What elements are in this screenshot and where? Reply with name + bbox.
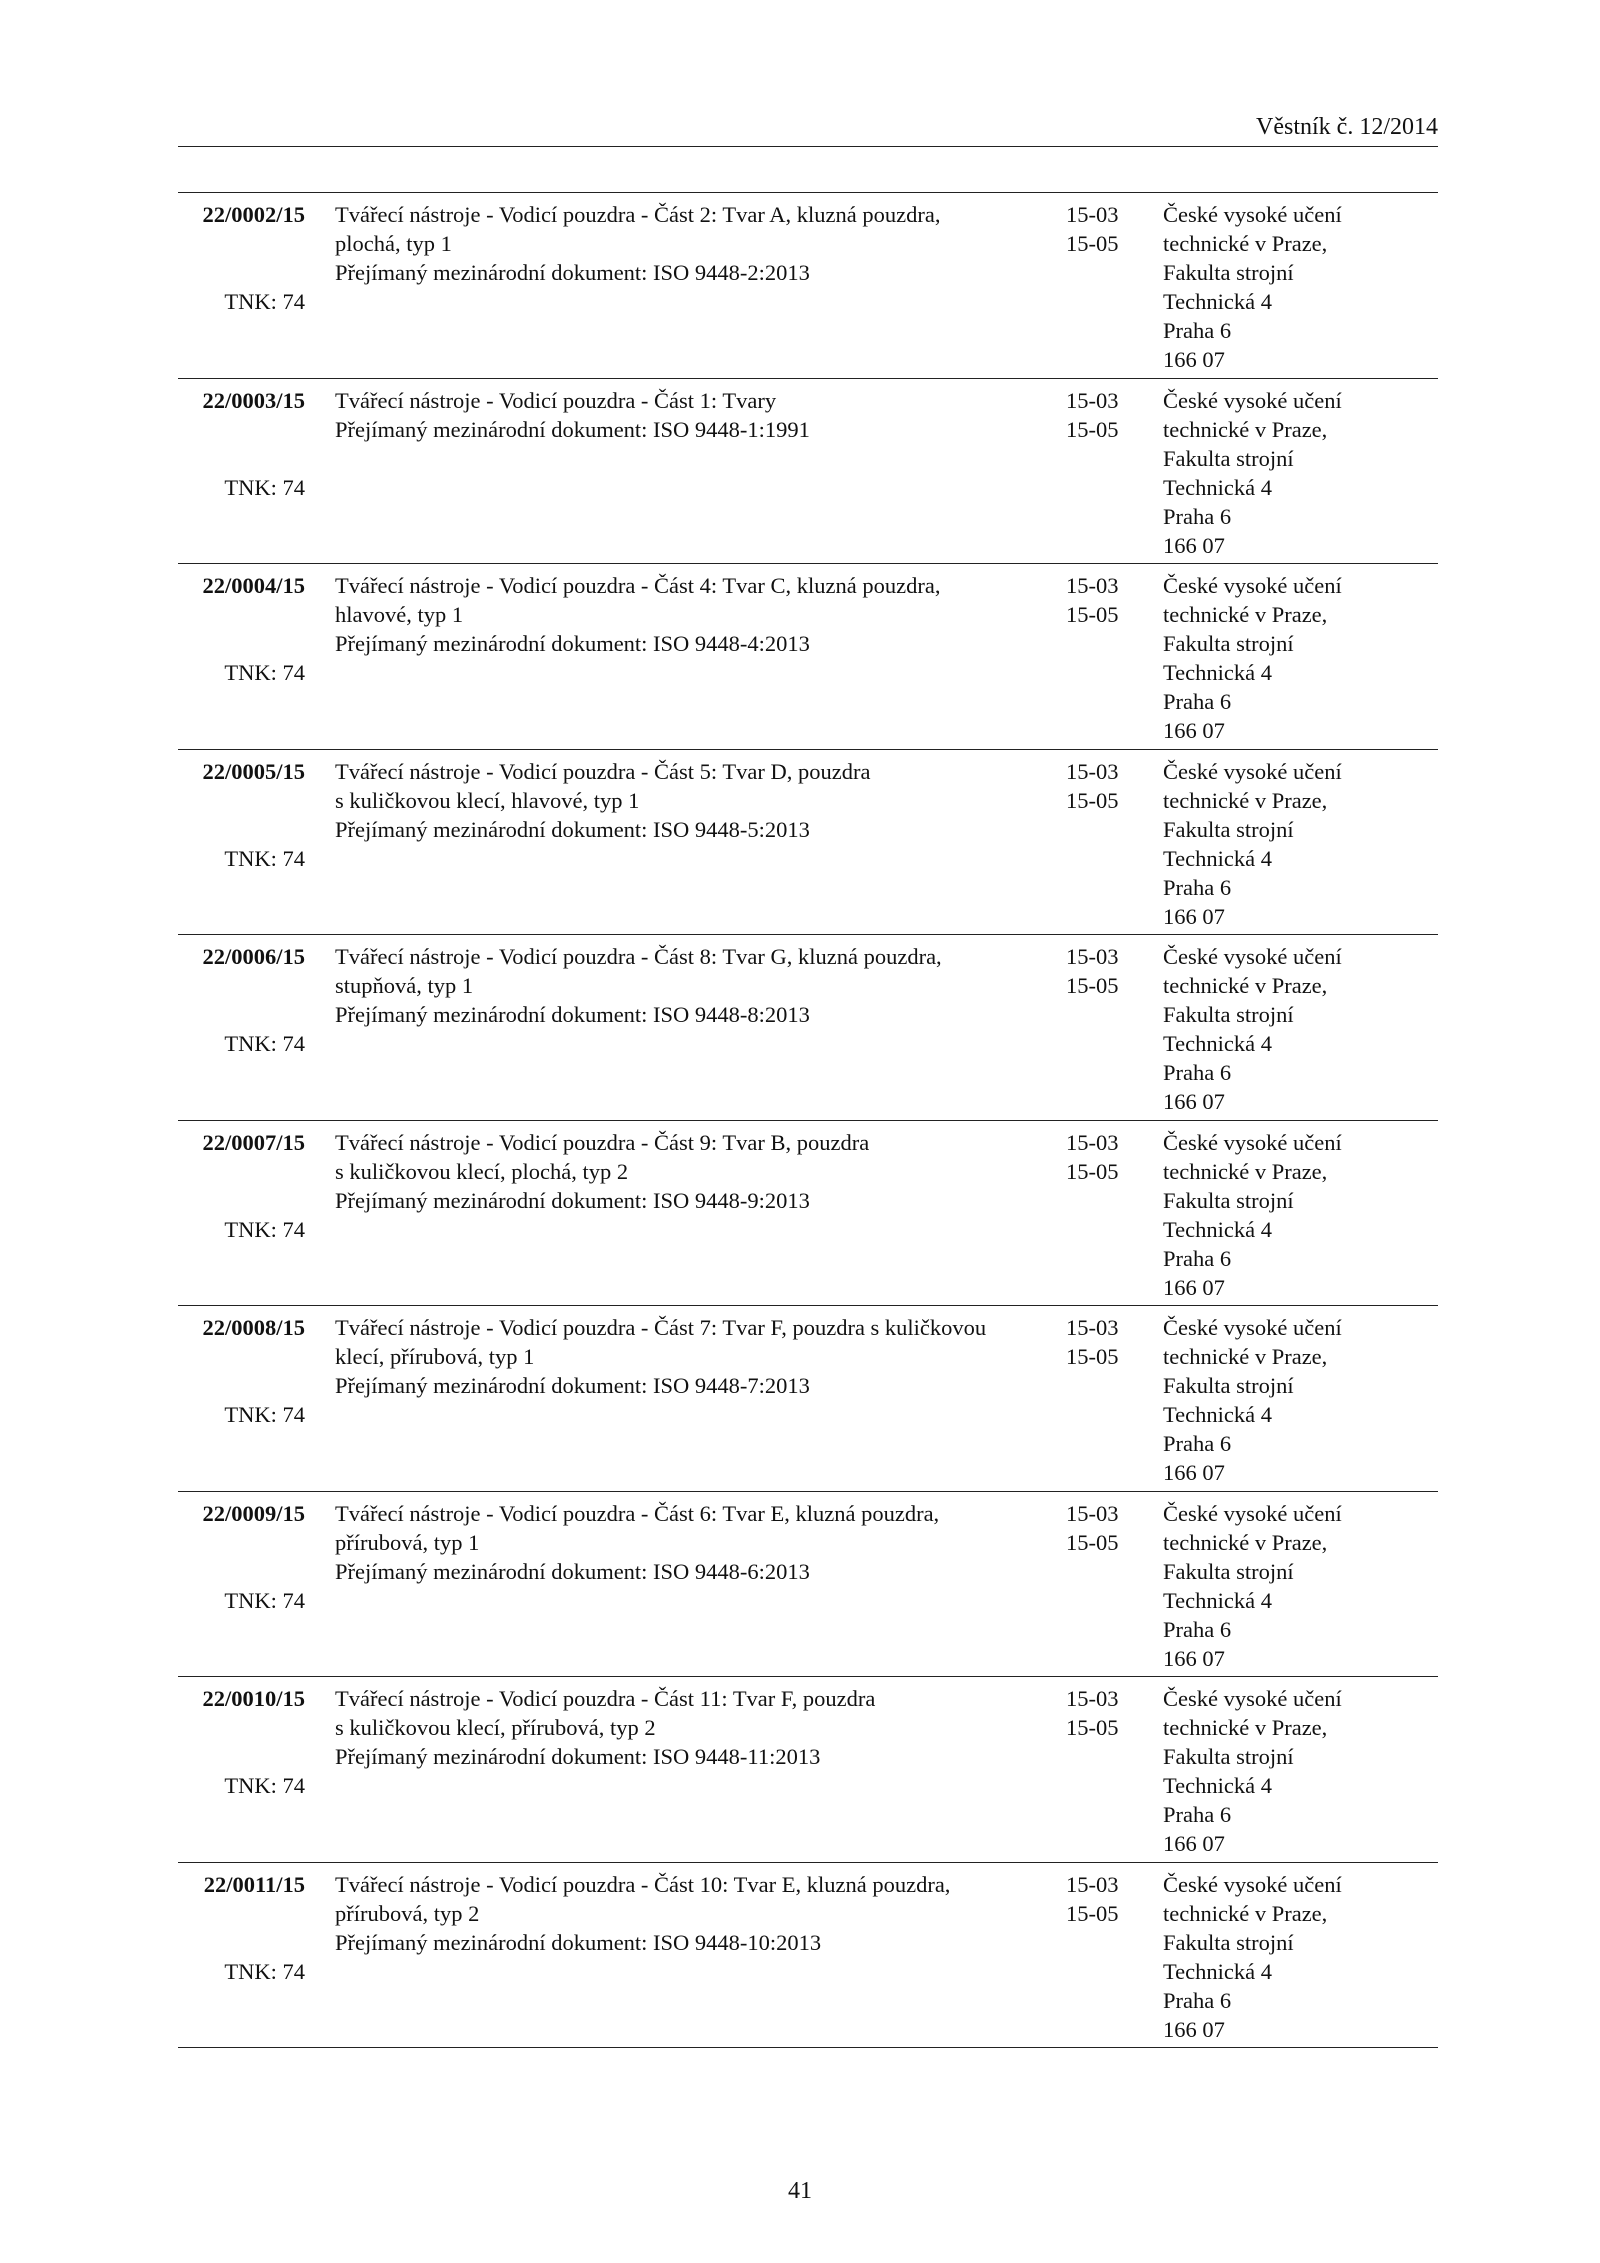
address-line: Technická 4 <box>1163 1587 1272 1613</box>
tnk-number: TNK: 74 <box>224 1031 305 1056</box>
address-line: technické v Praze, <box>1163 1529 1328 1555</box>
address-line: Fakulta strojní <box>1163 1002 1294 1027</box>
address-line: technické v Praze, <box>1163 602 1328 627</box>
address-line: Fakulta strojní <box>1163 816 1294 842</box>
registration-cell <box>178 1684 305 1800</box>
adopted-document: Přejímaný mezinárodní dokument: ISO 9448-2:2013 <box>335 260 810 285</box>
classification-codes-cell <box>1066 1313 1156 1371</box>
registration-cell <box>178 200 305 316</box>
registration-number: 22/0007/15 <box>202 1129 305 1155</box>
processor-address-cell <box>1163 1684 1438 1858</box>
address-line: České vysoké učení <box>1163 758 1342 784</box>
address-line: technické v Praze, <box>1163 231 1328 256</box>
address-line: České vysoké učení <box>1163 1500 1342 1526</box>
address-line: 166 07 <box>1163 1645 1225 1671</box>
registration-number: 22/0003/15 <box>202 387 305 413</box>
standard-title-line: Tvářecí nástroje - Vodicí pouzdra - Část 10: Tvar E, kluzná pouzdra, <box>335 1871 951 1897</box>
standard-title-line: Tvářecí nástroje - Vodicí pouzdra - Část 11: Tvar F, pouzdra <box>335 1686 876 1711</box>
standard-title-cell <box>335 571 1065 658</box>
address-line: 166 07 <box>1163 347 1225 372</box>
address-line: Praha 6 <box>1163 318 1232 343</box>
address-line: technické v Praze, <box>1163 973 1328 998</box>
table-row <box>178 564 1438 750</box>
registration-cell <box>178 1128 305 1244</box>
classification-code: 15-05 <box>1066 973 1119 998</box>
classification-code: 15-03 <box>1066 944 1119 969</box>
table-row <box>178 193 1438 379</box>
table-row <box>178 1863 1438 2049</box>
address-line: České vysoké učení <box>1163 387 1342 413</box>
registration-number: 22/0004/15 <box>202 573 305 598</box>
classification-code: 15-05 <box>1066 416 1119 442</box>
address-line: Technická 4 <box>1163 845 1272 871</box>
processor-address-cell <box>1163 942 1438 1116</box>
classification-code: 15-05 <box>1066 602 1119 627</box>
standard-title-line: přírubová, typ 2 <box>335 1900 480 1926</box>
classification-codes-cell <box>1066 200 1156 258</box>
classification-code: 15-03 <box>1066 1129 1119 1155</box>
table-row <box>178 1306 1438 1492</box>
address-line: Fakulta strojní <box>1163 1187 1294 1213</box>
adopted-document: Přejímaný mezinárodní dokument: ISO 9448-8:2013 <box>335 1002 810 1027</box>
registration-number: 22/0010/15 <box>202 1686 305 1711</box>
classification-code: 15-03 <box>1066 1871 1119 1897</box>
standard-title-line: Tvářecí nástroje - Vodicí pouzdra - Část 9: Tvar B, pouzdra <box>335 1129 870 1155</box>
table-row <box>178 1677 1438 1863</box>
processor-address-cell <box>1163 200 1438 374</box>
classification-code: 15-05 <box>1066 1715 1119 1740</box>
standards-table <box>178 192 1438 2048</box>
address-line: Technická 4 <box>1163 1402 1272 1427</box>
address-line: Fakulta strojní <box>1163 1929 1294 1955</box>
classification-codes-cell <box>1066 1128 1156 1186</box>
address-line: Technická 4 <box>1163 1031 1272 1056</box>
processor-address-cell <box>1163 571 1438 745</box>
standard-title-line: Tvářecí nástroje - Vodicí pouzdra - Část 7: Tvar F, pouzdra s kuličkovou <box>335 1315 987 1340</box>
address-line: technické v Praze, <box>1163 416 1328 442</box>
address-line: 166 07 <box>1163 1831 1225 1856</box>
classification-code: 15-03 <box>1066 387 1119 413</box>
registration-cell <box>178 1870 305 1986</box>
standard-title-cell <box>335 386 1065 444</box>
adopted-document: Přejímaný mezinárodní dokument: ISO 9448-9:2013 <box>335 1187 810 1213</box>
address-line: technické v Praze, <box>1163 1715 1328 1740</box>
address-line: 166 07 <box>1163 1089 1225 1114</box>
adopted-document: Přejímaný mezinárodní dokument: ISO 9448-11:2013 <box>335 1744 821 1769</box>
address-line: České vysoké učení <box>1163 1871 1342 1897</box>
tnk-number: TNK: 74 <box>224 1773 305 1798</box>
address-line: 166 07 <box>1163 1274 1225 1300</box>
registration-cell <box>178 571 305 687</box>
classification-codes-cell <box>1066 757 1156 815</box>
classification-code: 15-03 <box>1066 1315 1119 1340</box>
standard-title-line: Tvářecí nástroje - Vodicí pouzdra - Část 5: Tvar D, pouzdra <box>335 758 871 784</box>
table-row <box>178 379 1438 565</box>
table-row <box>178 935 1438 1121</box>
page-header <box>178 112 1438 147</box>
standard-title-line: klecí, přírubová, typ 1 <box>335 1344 535 1369</box>
address-line: Fakulta strojní <box>1163 1373 1294 1398</box>
standard-title-line: Tvářecí nástroje - Vodicí pouzdra - Část 1: Tvary <box>335 387 777 413</box>
adopted-document: Přejímaný mezinárodní dokument: ISO 9448-4:2013 <box>335 631 810 656</box>
classification-codes-cell <box>1066 386 1156 444</box>
tnk-number: TNK: 74 <box>224 1587 305 1613</box>
adopted-document: Přejímaný mezinárodní dokument: ISO 9448-5:2013 <box>335 816 810 842</box>
standard-title-line: Tvářecí nástroje - Vodicí pouzdra - Část 4: Tvar C, kluzná pouzdra, <box>335 573 941 598</box>
address-line: Fakulta strojní <box>1163 260 1294 285</box>
journal-issue-title: Věstník č. 12/2014 <box>1256 114 1438 140</box>
tnk-number: TNK: 74 <box>224 289 305 314</box>
address-line: České vysoké učení <box>1163 1129 1342 1155</box>
adopted-document: Přejímaný mezinárodní dokument: ISO 9448-6:2013 <box>335 1558 810 1584</box>
adopted-document: Přejímaný mezinárodní dokument: ISO 9448-10:2013 <box>335 1929 822 1955</box>
address-line: 166 07 <box>1163 1460 1225 1485</box>
address-line: České vysoké učení <box>1163 1686 1342 1711</box>
address-line: technické v Praze, <box>1163 1900 1328 1926</box>
tnk-number: TNK: 74 <box>224 1958 305 1984</box>
address-line: Praha 6 <box>1163 1245 1232 1271</box>
registration-number: 22/0005/15 <box>202 758 305 784</box>
tnk-number: TNK: 74 <box>224 845 305 871</box>
tnk-number: TNK: 74 <box>224 1402 305 1427</box>
classification-code: 15-03 <box>1066 202 1119 227</box>
standard-title-cell <box>335 1128 1065 1215</box>
address-line: technické v Praze, <box>1163 1158 1328 1184</box>
processor-address-cell <box>1163 1128 1438 1302</box>
registration-cell <box>178 1499 305 1615</box>
standard-title-line: hlavové, typ 1 <box>335 602 464 627</box>
standard-title-cell <box>335 1870 1065 1957</box>
standard-title-cell <box>335 200 1065 287</box>
address-line: Praha 6 <box>1163 1060 1232 1085</box>
registration-cell <box>178 757 305 873</box>
classification-codes-cell <box>1066 571 1156 629</box>
address-line: Praha 6 <box>1163 503 1232 529</box>
processor-address-cell <box>1163 757 1438 931</box>
classification-code: 15-05 <box>1066 1158 1119 1184</box>
standard-title-line: stupňová, typ 1 <box>335 973 474 998</box>
address-line: Fakulta strojní <box>1163 1744 1294 1769</box>
address-line: 166 07 <box>1163 2016 1225 2042</box>
standard-title-cell <box>335 1313 1065 1400</box>
standard-title-line: s kuličkovou klecí, přírubová, typ 2 <box>335 1715 656 1740</box>
address-line: České vysoké učení <box>1163 944 1342 969</box>
processor-address-cell <box>1163 1499 1438 1673</box>
standard-title-line: s kuličkovou klecí, hlavové, typ 1 <box>335 787 640 813</box>
address-line: České vysoké učení <box>1163 1315 1342 1340</box>
classification-codes-cell <box>1066 1499 1156 1557</box>
address-line: Praha 6 <box>1163 1987 1232 2013</box>
address-line: Fakulta strojní <box>1163 445 1294 471</box>
standard-title-line: Tvářecí nástroje - Vodicí pouzdra - Část 6: Tvar E, kluzná pouzdra, <box>335 1500 940 1526</box>
address-line: Praha 6 <box>1163 1802 1232 1827</box>
address-line: Technická 4 <box>1163 289 1272 314</box>
standard-title-line: přírubová, typ 1 <box>335 1529 480 1555</box>
tnk-number: TNK: 74 <box>224 1216 305 1242</box>
classification-codes-cell <box>1066 1870 1156 1928</box>
processor-address-cell <box>1163 1870 1438 2044</box>
standard-title-cell <box>335 1499 1065 1586</box>
address-line: Technická 4 <box>1163 660 1272 685</box>
address-line: Fakulta strojní <box>1163 1558 1294 1584</box>
standard-title-cell <box>335 1684 1065 1771</box>
registration-number: 22/0009/15 <box>202 1500 305 1526</box>
address-line: Technická 4 <box>1163 1958 1272 1984</box>
tnk-number: TNK: 74 <box>224 660 305 685</box>
processor-address-cell <box>1163 386 1438 560</box>
registration-number: 22/0008/15 <box>202 1315 305 1340</box>
standard-title-line: Tvářecí nástroje - Vodicí pouzdra - Část 8: Tvar G, kluzná pouzdra, <box>335 944 942 969</box>
table-row <box>178 1121 1438 1307</box>
classification-code: 15-05 <box>1066 787 1119 813</box>
address-line: Praha 6 <box>1163 689 1232 714</box>
classification-codes-cell <box>1066 942 1156 1000</box>
standard-title-line: s kuličkovou klecí, plochá, typ 2 <box>335 1158 629 1184</box>
address-line: Technická 4 <box>1163 474 1272 500</box>
classification-code: 15-05 <box>1066 1529 1119 1555</box>
standard-title-line: Tvářecí nástroje - Vodicí pouzdra - Část 2: Tvar A, kluzná pouzdra, <box>335 202 941 227</box>
classification-code: 15-05 <box>1066 1900 1119 1926</box>
address-line: 166 07 <box>1163 903 1225 929</box>
address-line: Technická 4 <box>1163 1773 1272 1798</box>
classification-codes-cell <box>1066 1684 1156 1742</box>
address-line: České vysoké učení <box>1163 202 1342 227</box>
registration-cell <box>178 386 305 502</box>
registration-number: 22/0002/15 <box>202 202 305 227</box>
classification-code: 15-03 <box>1066 1500 1119 1526</box>
adopted-document: Přejímaný mezinárodní dokument: ISO 9448-1:1991 <box>335 416 810 442</box>
tnk-number: TNK: 74 <box>224 474 305 500</box>
address-line: technické v Praze, <box>1163 787 1328 813</box>
address-line: 166 07 <box>1163 532 1225 558</box>
standard-title-cell <box>335 757 1065 844</box>
registration-cell <box>178 942 305 1058</box>
table-row <box>178 1492 1438 1678</box>
registration-cell <box>178 1313 305 1429</box>
address-line: Technická 4 <box>1163 1216 1272 1242</box>
classification-code: 15-05 <box>1066 1344 1119 1369</box>
classification-code: 15-03 <box>1066 573 1119 598</box>
adopted-document: Přejímaný mezinárodní dokument: ISO 9448-7:2013 <box>335 1373 810 1398</box>
table-row <box>178 750 1438 936</box>
address-line: 166 07 <box>1163 718 1225 743</box>
address-line: technické v Praze, <box>1163 1344 1328 1369</box>
address-line: Fakulta strojní <box>1163 631 1294 656</box>
standard-title-line: plochá, typ 1 <box>335 231 452 256</box>
address-line: České vysoké učení <box>1163 573 1342 598</box>
standard-title-cell <box>335 942 1065 1029</box>
registration-number: 22/0006/15 <box>202 944 305 969</box>
classification-code: 15-03 <box>1066 1686 1119 1711</box>
registration-number: 22/0011/15 <box>203 1871 305 1897</box>
address-line: Praha 6 <box>1163 874 1232 900</box>
address-line: Praha 6 <box>1163 1431 1232 1456</box>
page-number: 41 <box>788 2178 812 2204</box>
classification-code: 15-05 <box>1066 231 1119 256</box>
processor-address-cell <box>1163 1313 1438 1487</box>
classification-code: 15-03 <box>1066 758 1119 784</box>
address-line: Praha 6 <box>1163 1616 1232 1642</box>
